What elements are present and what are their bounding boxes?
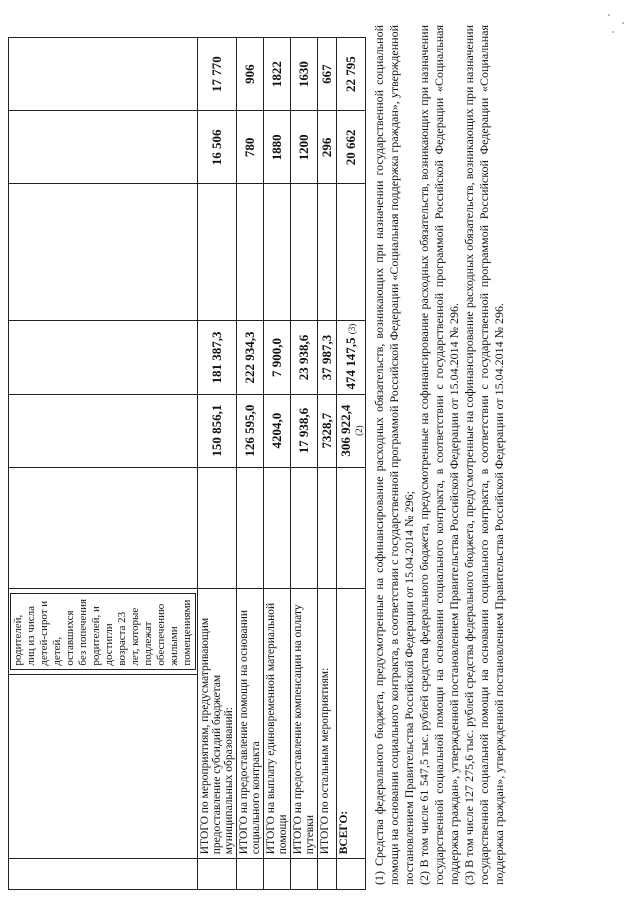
value-cell: 17 770 — [198, 38, 237, 111]
value-text: 306 922,4 — [338, 404, 353, 457]
total-value-cell — [337, 321, 366, 394]
footnote-3: (3) В том числе 127 275,6 тыс. рублей средства федерального бюджета, предусмотренные на софинансирование расходных обязательств, возникающих при назначении государственной социальной помощи на основании социального контракта, в соответствии с государственной программой Российской Федерации «Социальная поддержка граждан», утвержденной постановлением Правительства Российской Федерации от 15.04.2014 № 296. — [462, 25, 506, 885]
table-row — [198, 38, 237, 890]
value-cell: 37 987,3 — [318, 321, 337, 394]
value-cell: 296 — [318, 111, 337, 184]
value-cell: 20 662 — [337, 111, 366, 184]
value-cell: 667 — [318, 38, 337, 111]
table-row — [237, 38, 264, 890]
row-label: ИТОГО на выплату единовременной материальной помощи — [264, 588, 291, 859]
footnote-ref: (2) — [354, 425, 364, 436]
table-row — [318, 38, 337, 890]
table-row — [9, 38, 198, 890]
value-cell: 7 900,0 — [264, 321, 291, 394]
row-label: ИТОГО на предоставление компенсации на оплату путевки — [291, 588, 318, 859]
value-cell: 1630 — [291, 38, 318, 111]
value-cell: 4204,0 — [264, 394, 291, 467]
table-row — [291, 38, 318, 890]
footnotes — [372, 25, 507, 885]
value-cell: 16 506 — [198, 111, 237, 184]
value-cell: 1200 — [291, 111, 318, 184]
scan-speck — [622, 22, 624, 24]
row-label: ИТОГО по мероприятиям, предусматривающим предоставление субсидий бюджетам муниципальных образований: — [198, 588, 237, 859]
total-value-cell — [337, 394, 366, 467]
value-cell: 1880 — [264, 111, 291, 184]
value-cell: 222 934,3 — [237, 321, 264, 394]
value-text: 474 147,5 — [343, 337, 358, 390]
value-cell: 126 595,0 — [237, 394, 264, 467]
row-label: ИТОГО на предоставление помощи на основании социального контракта — [237, 588, 264, 859]
value-cell: 906 — [237, 38, 264, 111]
value-cell: 17 938,6 — [291, 394, 318, 467]
value-cell: 181 387,3 — [198, 321, 237, 394]
table-row-total — [337, 38, 366, 890]
footnote-1: (1) Средства федерального бюджета, предусмотренные на софинансирование расходных обязательств, возникающих при назначении государственной социальной помощи на основании социального контракта, в соответствии с государственной программой Российской Федерации «Социальная поддержка граждан», утвержденной постановлением Правительства Российской Федерации от 15.04.2014 № 296; — [372, 25, 416, 885]
value-cell: 780 — [237, 111, 264, 184]
continuation-cell: родителей, лиц из числа детей-сирот и детей, оставшихся без попечения родителей, и достигли возраста 23 лет, которые подлежат обеспечению жилыми помещениями — [10, 593, 196, 670]
value-cell: 150 856,1 — [198, 394, 237, 467]
value-cell: 23 938,6 — [291, 321, 318, 394]
table-row — [264, 38, 291, 890]
scan-speck — [612, 31, 614, 33]
footnote-ref: (3) — [347, 323, 357, 335]
value-cell: 7328,7 — [318, 394, 337, 467]
scan-speck — [608, 14, 610, 16]
footnote-2: (2) В том числе 61 547,5 тыс. рублей средства федерального бюджета, предусмотренные на софинансирование расходных обязательств, возникающих при назначении государственной социальной помощи на основании социального контракта, в соответствии с государственной программой Российской Федерации «Социальная поддержка граждан», утвержденной постановлением Правительства Российской Федерации от 15.04.2014 № 296. — [417, 25, 461, 885]
value-cell: 1822 — [264, 38, 291, 111]
value-cell: 22 795 — [337, 38, 366, 111]
row-label: ВСЕГО: — [337, 588, 366, 859]
budget-table — [8, 37, 366, 890]
row-label: ИТОГО по остальным мероприятиям: — [318, 588, 337, 859]
